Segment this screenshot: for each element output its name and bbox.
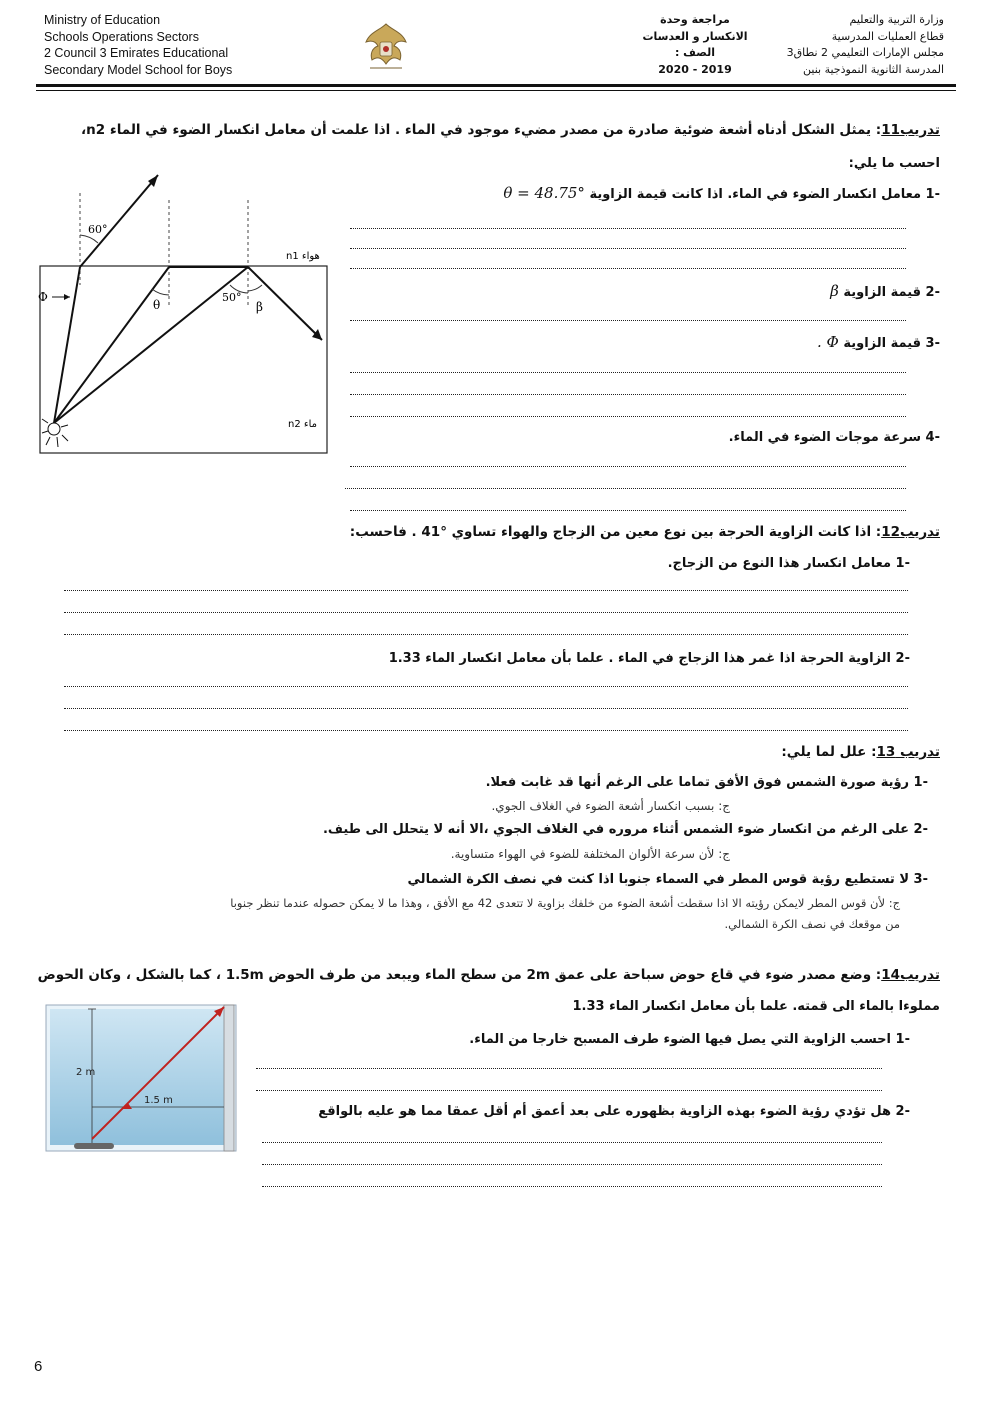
header-mid-line: الصف : bbox=[674, 46, 716, 59]
answer-line bbox=[350, 268, 906, 269]
ex11-q2-text: -2 قيمة الزاوية bbox=[843, 285, 940, 300]
answer-line bbox=[350, 510, 906, 511]
label-depth: 2 m bbox=[76, 1067, 96, 1078]
answer-line bbox=[350, 320, 906, 321]
answer-line bbox=[350, 416, 906, 417]
answer-line bbox=[350, 466, 906, 467]
ex11-q2-math: β bbox=[830, 282, 839, 300]
header-mid-line: الانكسار و العدسات bbox=[642, 29, 748, 43]
ex13-intro bbox=[781, 744, 940, 760]
ex14-pool-figure bbox=[46, 1005, 242, 1155]
ex14-intro bbox=[38, 967, 940, 983]
ex11-q1-math: θ = 48.75° bbox=[503, 184, 585, 202]
answer-line bbox=[64, 708, 908, 709]
header-mid-line: 2020 - 2019 bbox=[658, 62, 732, 76]
header-mid-line: مراجعة وحدة bbox=[660, 13, 730, 26]
label-phi: Φ bbox=[38, 290, 48, 304]
label-air: n1 هواء bbox=[286, 251, 320, 262]
header-ar-line: المدرسة الثانوية النموذجية بنين bbox=[803, 62, 944, 76]
label-60: 60° bbox=[88, 223, 108, 236]
ex11-q3-text: -3 قيمة الزاوية bbox=[843, 336, 940, 351]
header-ar-line: وزارة التربية والتعليم bbox=[849, 13, 944, 26]
answer-line bbox=[256, 1068, 882, 1069]
answer-line bbox=[350, 372, 906, 373]
header-ar-line: قطاع العمليات المدرسية bbox=[831, 29, 944, 43]
ex11-title: تدريب11 bbox=[881, 122, 940, 138]
ex14-question-1: -1 احسب الزاوية التي يصل فيها الضوء طرف المسبح خارجا من الماء. bbox=[469, 1032, 910, 1047]
header-divider-thick bbox=[36, 84, 956, 87]
header-en-line: Schools Operations Sectors bbox=[44, 29, 199, 44]
ex13-question-2: -2 على الرغم من انكسار ضوء الشمس أثناء مروره في الغلاف الجوي ،الا أنه لا يتحلل الى طيف. bbox=[322, 822, 928, 837]
ex11-q3-math: Φ . bbox=[816, 333, 839, 351]
answer-line bbox=[262, 1164, 882, 1165]
answer-line bbox=[64, 686, 908, 687]
answer-line bbox=[64, 730, 908, 731]
header-en-line: Ministry of Education bbox=[44, 13, 161, 27]
label-50: 50° bbox=[222, 291, 242, 304]
answer-line bbox=[350, 248, 906, 249]
answer-line bbox=[256, 1090, 882, 1091]
label-distance: 1.5 m bbox=[144, 1095, 173, 1106]
answer-line bbox=[350, 228, 906, 229]
ex11-question-2 bbox=[830, 282, 940, 300]
label-beta: β bbox=[256, 300, 263, 314]
ex13-question-3: -3 لا تستطيع رؤية قوس المطر في السماء جنوبا اذا كنت في نصف الكرة الشمالي bbox=[407, 872, 928, 887]
ex11-question-3 bbox=[817, 333, 940, 351]
ex11-refraction-figure bbox=[40, 165, 330, 455]
ex12-title: تدريب12 bbox=[881, 524, 940, 540]
ex14-intro-line-2: مملوءا بالماء الى قمته. علما بأن معامل انكسار الماء 1.33 bbox=[572, 999, 940, 1014]
answer-line bbox=[345, 488, 906, 489]
pool-wall bbox=[224, 1005, 234, 1151]
header-en-line: Secondary Model School for Boys bbox=[44, 62, 233, 77]
ex13-answer-3-line-1: ج: لأن قوس المطر لايمكن رؤيته الا اذا سقطت أشعة الضوء من خلفك بزاوية لا تتعدى 42 مع الأفق ، وهذا ما لا يمكن حصوله عندما تنظر جنوبا bbox=[230, 896, 900, 910]
ex13-answer-2: ج: لأن سرعة الألوان المختلفة للضوء في الهواء متساوية. bbox=[450, 847, 730, 861]
header-english-block bbox=[44, 12, 232, 78]
answer-line bbox=[350, 394, 906, 395]
uae-emblem-icon bbox=[362, 20, 410, 72]
ex11-question-4: -4 سرعة موجات الضوء في الماء. bbox=[728, 430, 940, 445]
answer-line bbox=[262, 1142, 882, 1143]
header-unit-block bbox=[620, 12, 770, 78]
ex13-answer-3-line-2: من موقعك في نصف الكرة الشمالي. bbox=[724, 917, 900, 931]
ex14-question-2: -2 هل تؤدي رؤية الضوء بهذه الزاوية بظهوره على بعد أعمق أم أقل عمقا مما هو عليه بالواقع bbox=[318, 1104, 910, 1119]
ray-1-air bbox=[80, 175, 158, 267]
ex12-question-1: -1 معامل انكسار هذا النوع من الزجاج. bbox=[667, 556, 910, 571]
header-divider-thin bbox=[36, 90, 956, 91]
answer-line bbox=[262, 1186, 882, 1187]
header-en-line: 2 Council 3 Emirates Educational bbox=[44, 46, 229, 60]
header-ar-line: مجلس الإمارات التعليمي 2 نطاق3 bbox=[786, 46, 944, 59]
page-number: 6 bbox=[34, 1358, 43, 1375]
ex12-intro-text: : اذا كانت الزاوية الحرجة بين نوع معين من الزجاج والهواء تساوي °41 . فاحسب: bbox=[349, 524, 882, 540]
ex11-intro bbox=[81, 122, 940, 138]
ex11-calc: احسب ما يلي: bbox=[848, 156, 940, 171]
answer-line bbox=[64, 590, 908, 591]
angle-arc bbox=[80, 235, 98, 243]
ex12-question-2: -2 الزاوية الحرجة اذا غمر هذا الزجاج في الماء . علما بأن معامل انكسار الماء 1.33 bbox=[388, 651, 910, 666]
light-source bbox=[74, 1143, 114, 1149]
ex14-intro-text: : وضع مصدر ضوء في قاع حوض سباحة على عمق 2m من سطح الماء ويبعد من طرف الحوض 1.5m ، كما بالشكل ، وكان الحوض bbox=[37, 967, 882, 983]
water-tank bbox=[40, 266, 327, 453]
header-arabic-block bbox=[787, 12, 944, 78]
ex13-intro-text: : علل لما يلي: bbox=[781, 744, 877, 760]
answer-line bbox=[64, 634, 908, 635]
label-water: n2 ماء bbox=[288, 419, 317, 430]
ex13-answer-1: ج: بسبب انكسار أشعة الضوء في الغلاف الجوي. bbox=[491, 799, 730, 813]
ex11-q1-text: -1 معامل انكسار الضوء في الماء. اذا كانت قيمة الزاوية bbox=[589, 187, 940, 202]
ex11-question-1 bbox=[503, 184, 940, 202]
label-theta: θ bbox=[153, 298, 161, 312]
ex12-intro bbox=[350, 524, 940, 540]
ex14-title: تدريب14 bbox=[881, 967, 940, 983]
answer-line bbox=[64, 612, 908, 613]
ex13-question-1: -1 رؤية صورة الشمس فوق الأفق تماما على الرغم أنها قد غابت فعلا. bbox=[485, 775, 928, 790]
ex13-title: تدريب 13 bbox=[876, 744, 940, 760]
ex11-intro-text: : يمثل الشكل أدناه أشعة ضوئية صادرة من مصدر مضيء موجود في الماء . اذا علمت أن معامل انكسار الضوء في الماء n2، bbox=[80, 122, 882, 138]
